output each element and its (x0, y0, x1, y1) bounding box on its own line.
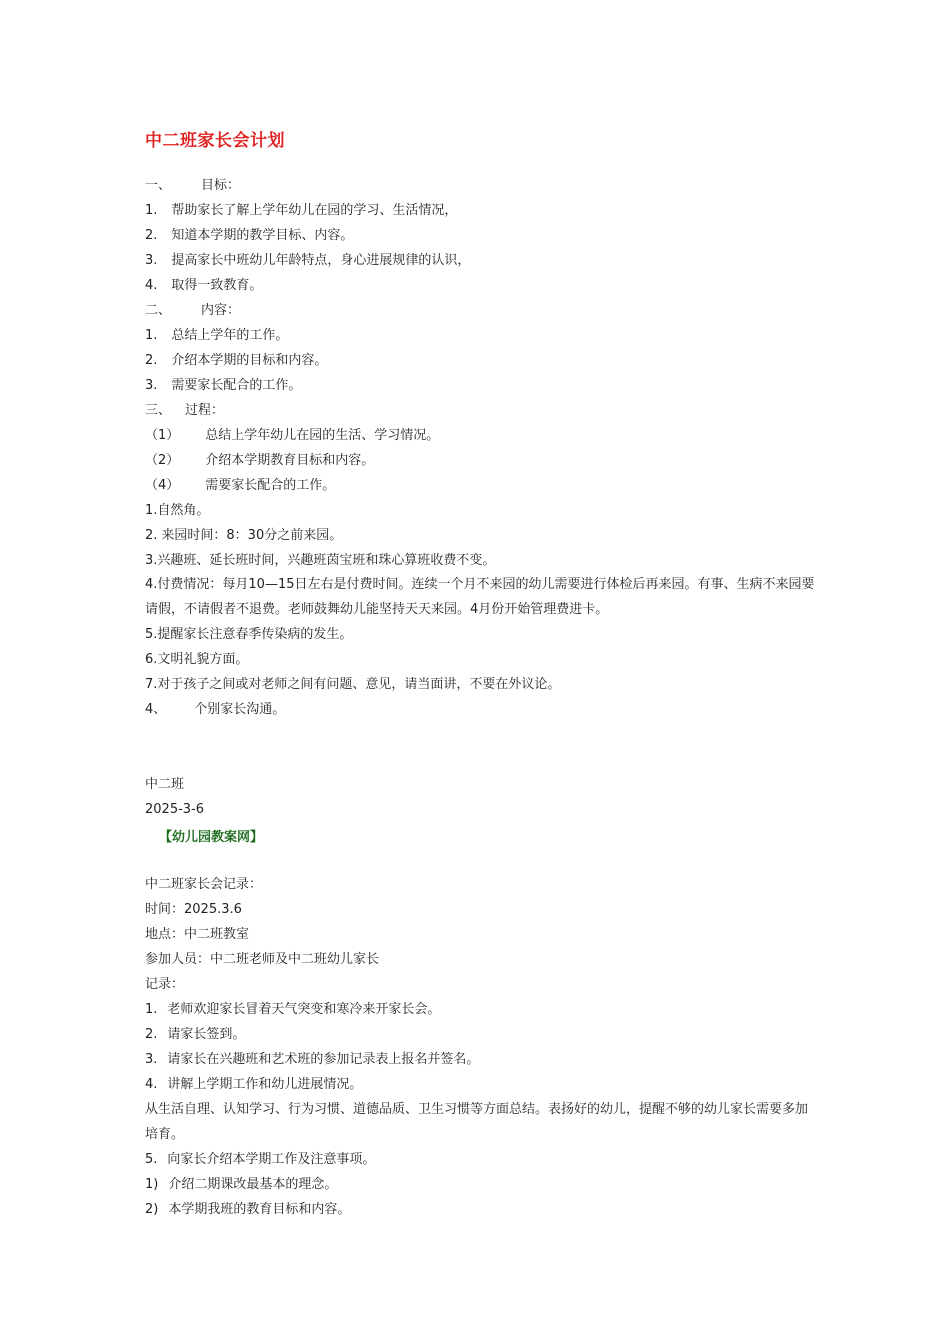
list-item (145, 672, 560, 697)
list-item-text: 请家长签到。 (167, 1027, 246, 1042)
list-item (145, 198, 457, 223)
list-item (145, 997, 440, 1022)
list-item (145, 523, 342, 548)
signature-class: 中二班 (145, 777, 185, 792)
list-item (145, 1147, 375, 1172)
record-heading: 中二班家长会记录： (145, 877, 263, 892)
list-item-number: 一、 (145, 178, 172, 193)
list-item-number: 4. (145, 278, 158, 293)
list-item-text: 老师欢迎家长冒着天气突变和寒冷来开家长会。 (167, 1002, 441, 1017)
list-item-text: 对于孩子之间或对老师之间有问题、意见，请当面讲，不要在外议论。 (157, 677, 561, 692)
record-attendees: 参加人员：中二班老师及中二班幼儿家长 (145, 952, 380, 967)
signature-date: 2025-3-6 (145, 802, 205, 817)
list-item (145, 548, 495, 573)
list-item-text: 介绍本学期的目标和内容。 (171, 353, 328, 368)
list-item-number: 2. (145, 528, 158, 543)
list-item-text: 帮助家长了解上学年幼儿在园的学习、生活情况， (171, 203, 458, 218)
list-item (145, 1197, 350, 1222)
list-item-text: 过程： (185, 403, 225, 418)
list-item-text: 本学期我班的教育目标和内容。 (168, 1202, 351, 1217)
list-item-number: 3. (145, 553, 158, 568)
list-item (145, 348, 327, 373)
list-item-text: 需要家长配合的工作。 (171, 378, 302, 393)
list-item (145, 448, 374, 473)
record-label: 记录： (145, 977, 185, 992)
list-item-text: 需要家长配合的工作。 (205, 478, 336, 493)
site-link[interactable]: 【幼儿园教案网】 (159, 830, 264, 845)
list-item (145, 173, 240, 198)
record-summary: 从生活自理、认知学习、行为习惯、道德品质、卫生习惯等方面总结。表扬好的幼儿，提醒不够的幼儿家长需要多加培育。 (145, 1102, 809, 1142)
list-item (145, 423, 439, 448)
list-item-text: 内容： (201, 303, 241, 318)
list-item-number: 7. (145, 677, 158, 692)
list-item (145, 323, 288, 348)
list-item (145, 223, 353, 248)
list-item-number: 5. (145, 627, 158, 642)
list-item-number: 1. (145, 328, 158, 343)
list-item-text: 向家长介绍本学期工作及注意事项。 (167, 1152, 376, 1167)
list-item (145, 1172, 337, 1197)
list-item-number: 1. (145, 503, 158, 518)
list-item-text: 兴趣班、延长班时间，兴趣班茵宝班和珠心算班收费不变。 (157, 553, 496, 568)
list-item-number: 2. (145, 1027, 158, 1042)
list-item-text: 取得一致教育。 (171, 278, 263, 293)
list-item-number: 1. (145, 1002, 158, 1017)
list-item (145, 647, 248, 672)
list-item-number: 4、 (145, 702, 167, 717)
list-item-number: 3. (145, 1052, 158, 1067)
list-item-text: 介绍本学期教育目标和内容。 (205, 453, 375, 468)
list-item (145, 697, 285, 722)
list-item-number: 1. (145, 203, 158, 218)
list-item-text: 介绍二期课改最基本的理念。 (168, 1177, 338, 1192)
list-item (145, 1047, 479, 1072)
list-item (145, 398, 224, 423)
page-title: 中二班家长会计划 (145, 131, 285, 151)
list-item-number: （1） (145, 428, 180, 443)
list-item-text: 讲解上学期工作和幼儿进展情况。 (167, 1077, 363, 1092)
list-item-text: 目标： (201, 178, 241, 193)
list-item-text: 提醒家长注意春季传染病的发生。 (157, 627, 353, 642)
list-item-number: 3. (145, 253, 158, 268)
record-time: 时间：2025.3.6 (145, 902, 242, 917)
list-item (145, 298, 240, 323)
list-item-text: 提高家长中班幼儿年龄特点，身心进展规律的认识， (171, 253, 471, 268)
list-item-number: 2. (145, 228, 158, 243)
list-item-text: 请家长在兴趣班和艺术班的参加记录表上报名并签名。 (167, 1052, 480, 1067)
list-item (145, 1022, 245, 1047)
list-item (145, 622, 352, 647)
list-item-number: 二、 (145, 303, 172, 318)
list-item-text: 总结上学年幼儿在园的生活、学习情况。 (205, 428, 440, 443)
list-item-text: 文明礼貌方面。 (157, 652, 249, 667)
list-item (145, 473, 335, 498)
list-item-number: 3. (145, 378, 158, 393)
list-item-number: 1) (145, 1177, 159, 1192)
list-item-number: （4） (145, 478, 180, 493)
list-item-text: 知道本学期的教学目标、内容。 (171, 228, 354, 243)
list-item-number: 2. (145, 353, 158, 368)
list-item (145, 373, 301, 398)
list-item (145, 1072, 362, 1097)
list-item (145, 248, 470, 273)
list-item-number: 5. (145, 1152, 158, 1167)
list-item-number: 6. (145, 652, 158, 667)
list-item-text: 总结上学年的工作。 (171, 328, 289, 343)
list-item-number: 三、 (145, 403, 172, 418)
list-item-number: 2) (145, 1202, 159, 1217)
record-place: 地点：中二班教室 (145, 927, 250, 942)
list-item (145, 273, 262, 298)
list-item-number: （2） (145, 453, 180, 468)
list-item-text: 自然角。 (157, 503, 210, 518)
list-item-number: 4. (145, 1077, 158, 1092)
list-item (145, 498, 209, 523)
list-item-text: 个别家长沟通。 (194, 702, 286, 717)
payment-paragraph: 4.付费情况：每月10—15日左右是付费时间。连续一个月不来园的幼儿需要进行体检后再来园。有事、生病不来园要请假，不请假者不退费。老师鼓舞幼儿能坚持天天来园。4月份开始管理费进卡。 (145, 577, 815, 617)
list-item-text: 来园时间：8：30分之前来园。 (161, 528, 343, 543)
